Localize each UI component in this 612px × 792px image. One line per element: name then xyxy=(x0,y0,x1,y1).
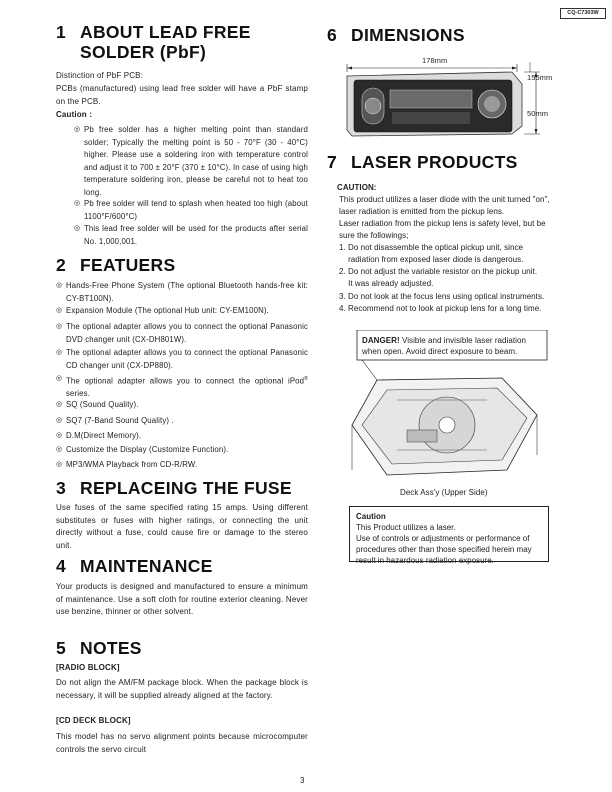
car-stereo-dimension-drawing xyxy=(342,54,557,144)
caution-box-line: This Product utilizes a laser. xyxy=(356,523,456,532)
bullet-icon: ◎ xyxy=(56,401,63,408)
list-item-text: This lead free solder will be used for the products after serial No. 1,000,001. xyxy=(84,224,308,246)
laser-text-line: This product utilizes a laser diode with the unit turned "on", xyxy=(339,195,550,204)
danger-bold: DANGER! xyxy=(362,336,400,345)
list-item xyxy=(56,347,308,372)
caution-box-title: Caution xyxy=(356,512,386,521)
section-3-title xyxy=(56,478,292,498)
laser-text-line: radiation from exposed laser diode is dangerous. xyxy=(339,255,524,264)
laser-text-line: 1. Do not disassemble the optical pickup unit, since xyxy=(339,243,524,252)
section-1-title xyxy=(56,22,251,62)
maintenance-text: Your products is designed and manufactured to ensure a minimum of maintenance. Use a soft cloth for routine exterior cleaning. Never use benzine, thinner or other solvent. xyxy=(56,582,308,616)
list-item xyxy=(74,124,308,199)
list-item-text: SQ (Sound Quality). xyxy=(66,400,139,409)
list-item-text: Customize the Display (Customize Function). xyxy=(66,445,229,454)
list-item xyxy=(56,415,308,428)
section-number: 5 xyxy=(56,638,67,658)
pbf-stamp-text: PCBs (manufactured) using lead free solder will have a PbF stamp on the PCB. xyxy=(56,84,308,106)
list-item-text: Pb free solder will tend to splash when heated too high (about 1100°F/600°C) xyxy=(84,199,308,221)
depth-dimension-label: 50mm xyxy=(527,109,549,118)
list-item-text: The optional adapter allows you to connect the optional Panasonic DVD changer unit (CX-DH801W). xyxy=(66,322,308,344)
section-title: DIMENSIONS xyxy=(351,25,465,45)
bullet-icon: ◎ xyxy=(56,375,63,382)
bullet-icon: ◎ xyxy=(56,307,63,314)
bullet-icon: ◎ xyxy=(56,417,63,424)
laser-text-line: Laser radiation from the pickup lens is safety level, but be xyxy=(339,219,546,228)
cd-block-text: This model has no servo alignment points because microcomputer controls the servo circuit xyxy=(56,732,308,754)
caution-box-line: Use of controls or adjustments or performance of xyxy=(356,534,530,543)
laser-text-line: laser radiation is emitted from the pickup lens. xyxy=(339,207,505,216)
list-item xyxy=(56,280,308,305)
list-item-text: Hands-Free Phone System (The optional Bluetooth hands-free kit: CY-BT100N). xyxy=(66,281,308,303)
danger-line-2: when open. Avoid direct exposure to beam. xyxy=(362,347,518,356)
list-item-text: D.M(Direct Memory). xyxy=(66,431,142,440)
laser-text-line: 4. Recommend not to look at pickup lens for a long time. xyxy=(339,304,542,313)
section-title-line1: ABOUT LEAD FREE xyxy=(80,22,251,42)
danger-text: Visible and invisible laser radiation xyxy=(399,336,526,345)
section-title: MAINTENANCE xyxy=(80,556,213,576)
laser-caution-label: CAUTION: xyxy=(337,183,377,192)
laser-text-line: It was already adjusted. xyxy=(339,279,434,288)
height-dimension-label: 155mm xyxy=(527,73,553,82)
bullet-icon: ◎ xyxy=(56,323,63,330)
model-number-badge: CQ-C7303W xyxy=(560,8,606,19)
bullet-icon: ◎ xyxy=(74,126,81,133)
bullet-icon: ◎ xyxy=(56,282,63,289)
deck-caption: Deck Ass'y (Upper Side) xyxy=(400,488,488,497)
caution-box-line: procedures other than those specified herein may xyxy=(356,545,532,554)
list-item xyxy=(56,399,308,412)
registered-mark: ® xyxy=(304,376,308,382)
laser-caution-box xyxy=(349,506,549,565)
list-item xyxy=(56,373,308,401)
section-number: 1 xyxy=(56,22,67,42)
danger-label xyxy=(362,335,526,346)
bullet-icon: ◎ xyxy=(56,446,63,453)
section-title: NOTES xyxy=(80,638,142,658)
section-number: 4 xyxy=(56,556,67,576)
section-4-title xyxy=(56,556,213,576)
radio-block-heading: [RADIO BLOCK] xyxy=(56,663,120,672)
section-number: 7 xyxy=(327,152,338,172)
fuse-text: Use fuses of the same specified rating 15 amps. Using different substitutes or fuses with higher ratings, or connecting the unit directly without a fuse, could cause fire or damage to the stereo unit. xyxy=(56,503,308,550)
list-item xyxy=(74,223,308,248)
section-title: REPLACEING THE FUSE xyxy=(80,478,292,498)
bullet-icon: ◎ xyxy=(74,200,81,207)
radio-block-text: Do not align the AM/FM package block. When the package block is necessary, it will be supplied already aligned at the factory. xyxy=(56,678,308,700)
list-item-text: MP3/WMA Playback from CD-R/RW. xyxy=(66,460,198,469)
list-item-text: Expansion Module (The optional Hub unit: CY-EM100N). xyxy=(66,306,269,315)
section-title: LASER PRODUCTS xyxy=(351,152,518,172)
list-item xyxy=(56,305,308,318)
bullet-icon: ◎ xyxy=(56,461,63,468)
section-7-title xyxy=(327,152,518,172)
pbf-distinction: Distinction of PbF PCB: xyxy=(56,71,144,80)
list-item xyxy=(56,444,308,457)
page-number: 3 xyxy=(300,776,305,785)
laser-text-line: sure the followings; xyxy=(339,231,409,240)
width-dimension-label: 178mm xyxy=(422,56,448,65)
section-number: 3 xyxy=(56,478,67,498)
section-title: FEATUERS xyxy=(80,255,176,275)
section-number: 6 xyxy=(327,25,338,45)
section-title-line2: SOLDER (PbF) xyxy=(80,42,207,62)
bullet-icon: ◎ xyxy=(56,349,63,356)
section-2-title xyxy=(56,255,175,275)
list-item xyxy=(74,198,308,223)
list-item-text: Pb free solder has a higher melting point than standard solder; Typically the melting point is 50 - 70°F (30 - 40°C) higher. Please use a soldering iron with temperature control and adjust it to 700 ± 20°F (370 ± 10°C). In case of using high temperature soldering iron, please be careful not to heat too long. xyxy=(84,125,308,197)
list-item xyxy=(56,321,308,346)
list-item xyxy=(56,430,308,443)
section-6-title xyxy=(327,25,465,45)
bullet-icon: ◎ xyxy=(74,225,81,232)
bullet-icon: ◎ xyxy=(56,432,63,439)
caution-box-line: result in hazardous radiation exposure. xyxy=(356,556,494,565)
laser-text-line: 3. Do not look at the focus lens using optical instruments. xyxy=(339,292,545,301)
cd-block-heading: [CD DECK BLOCK] xyxy=(56,716,131,725)
list-item-text: SQ7 (7-Band Sound Quality) . xyxy=(66,416,174,425)
section-number: 2 xyxy=(56,255,67,275)
section-5-title xyxy=(56,638,142,658)
list-item xyxy=(56,459,308,472)
laser-text-line: 2. Do not adjust the variable resistor on the pickup unit. xyxy=(339,267,538,276)
list-item-text: The optional adapter allows you to connect the optional iPod xyxy=(66,376,305,386)
list-item-text: series. xyxy=(66,389,91,399)
caution-label: Caution : xyxy=(56,110,93,119)
list-item-text: The optional adapter allows you to connect the optional Panasonic CD changer unit (CX-DP880). xyxy=(66,348,308,370)
